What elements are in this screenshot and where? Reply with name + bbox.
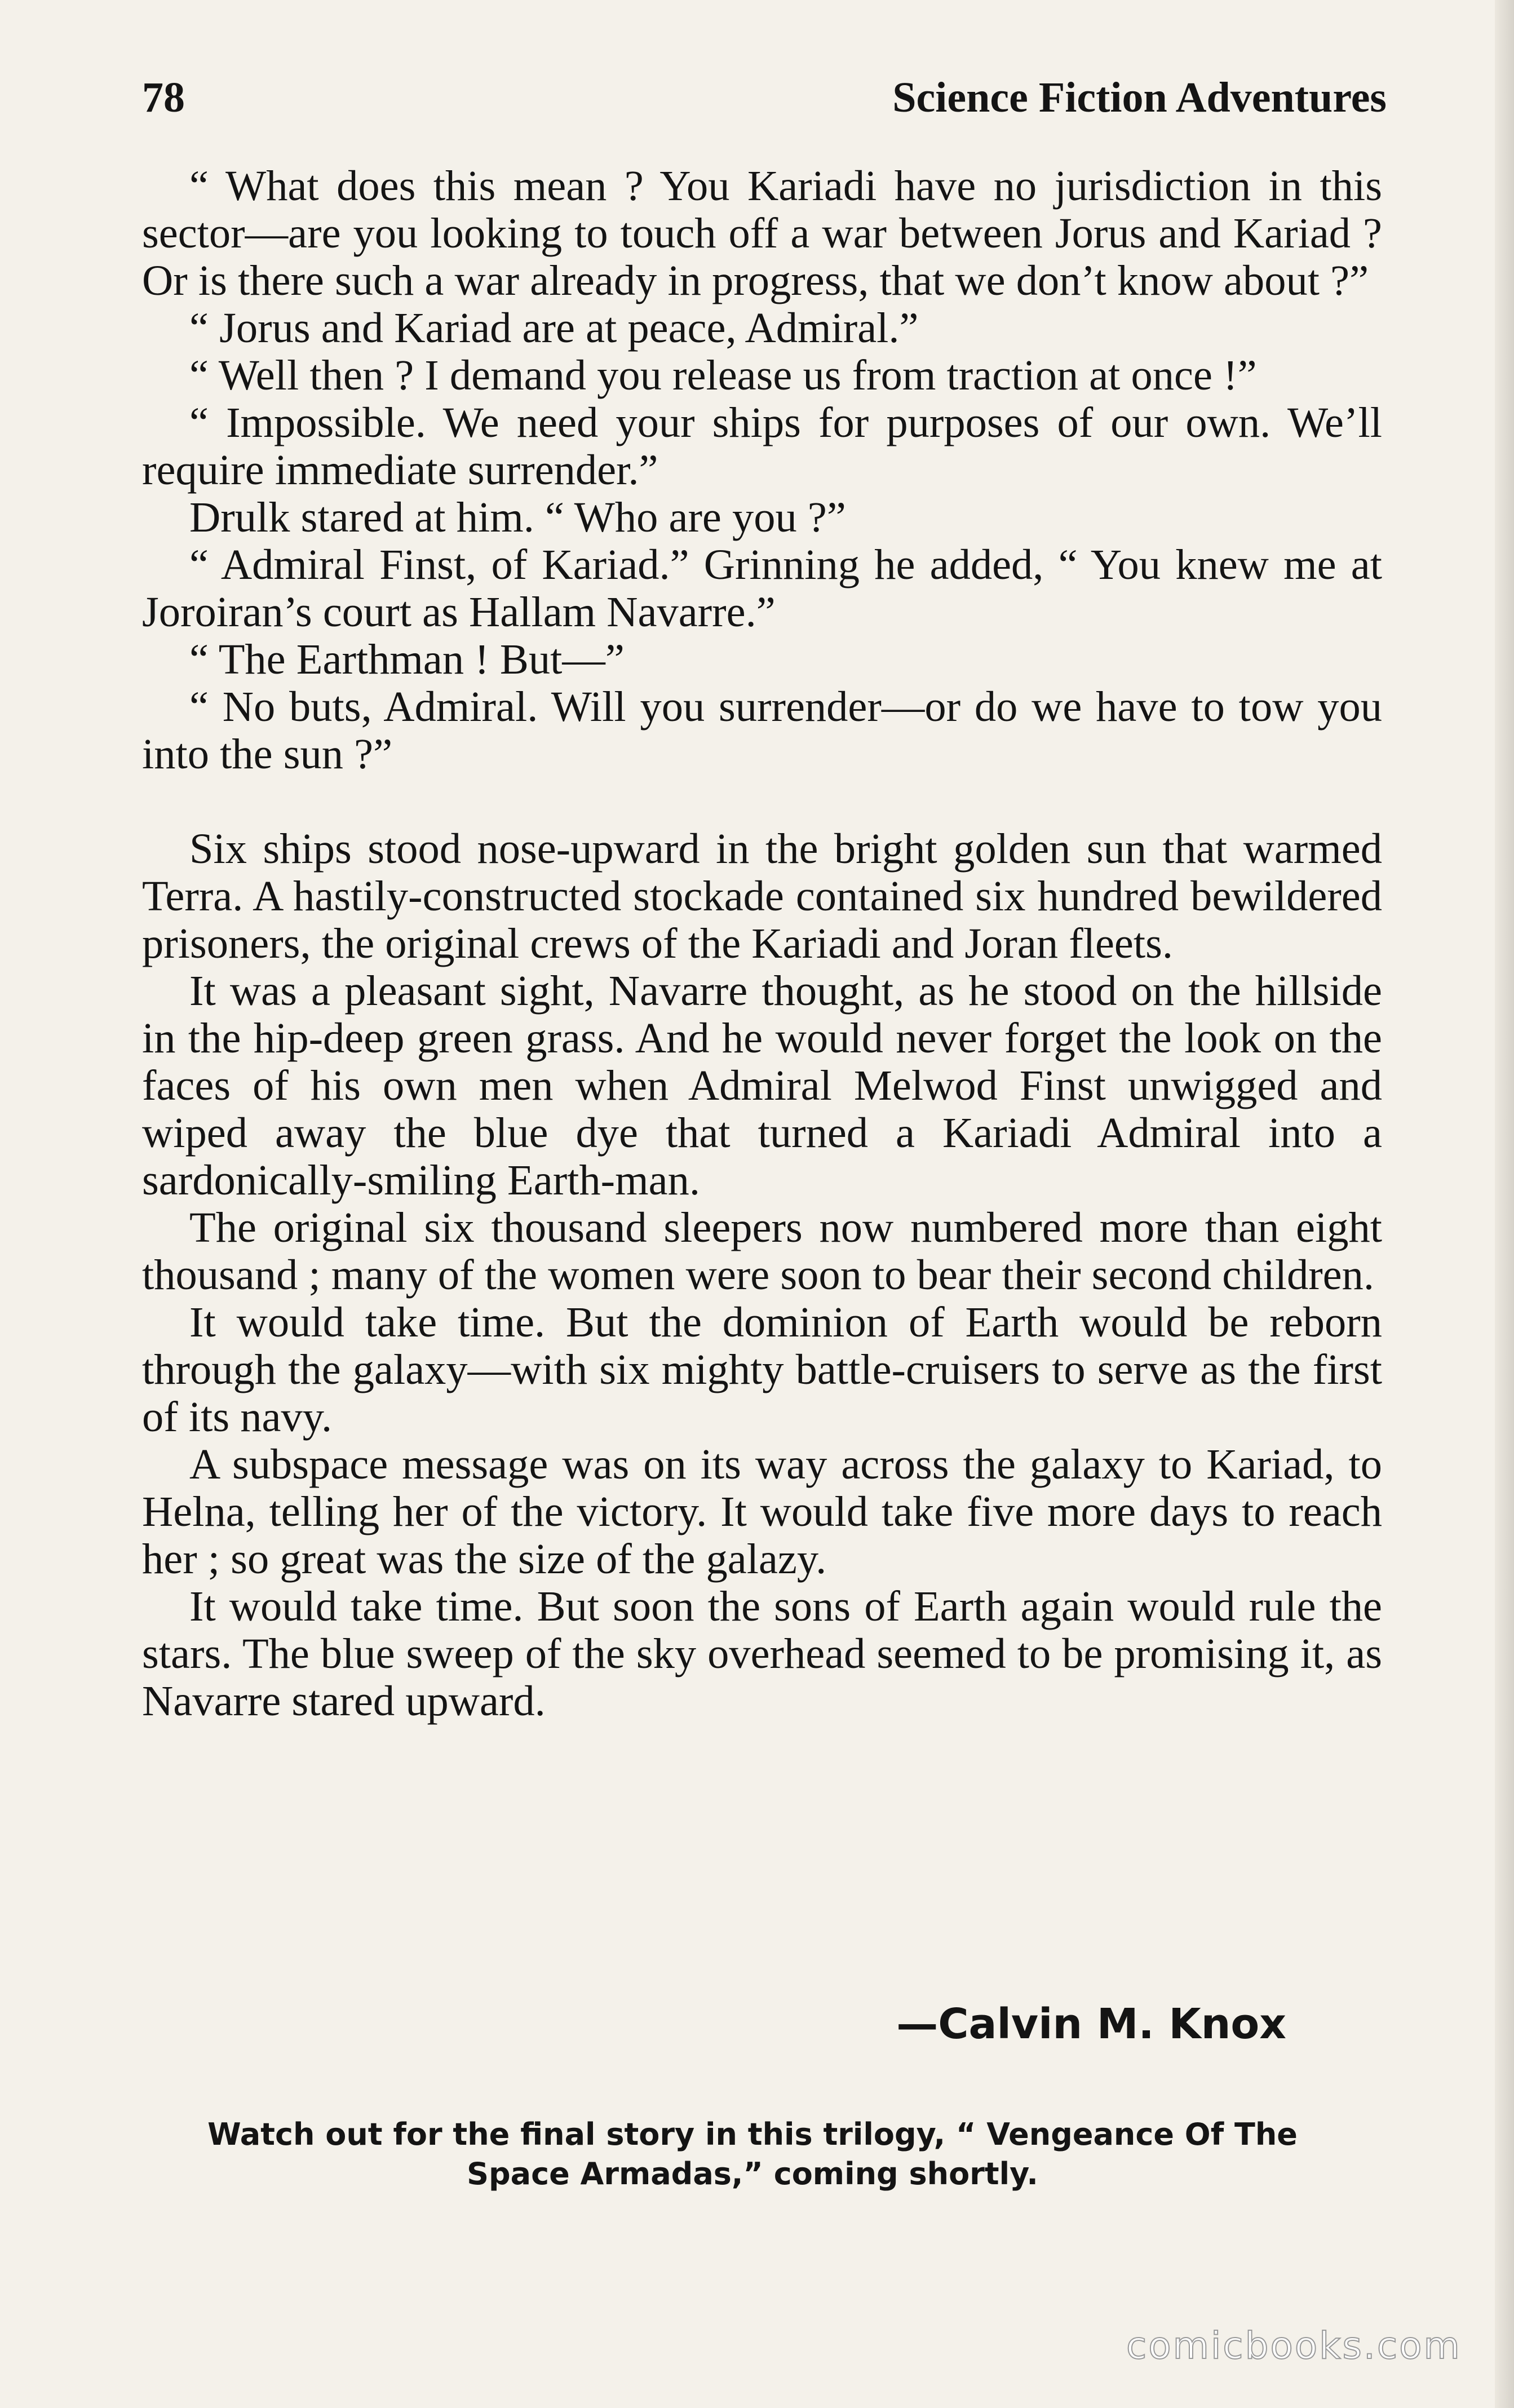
paragraph: It was a pleasant sight, Navarre thought, as he stood on the hillside in the hip-deep green grass. And he would never forget the look on the faces of his own men when Admiral Melwod Finst unwigged and wiped away the blue dye that turned a Kariadi Admiral into a sardonically-smiling Earth-man. bbox=[142, 967, 1382, 1204]
paragraph: Six ships stood nose-upward in the bright golden sun that warmed Terra. A hastily-constructed stockade contained six hundred bewildered prisoners, the original crews of the Kariadi and Joran fleets. bbox=[142, 825, 1382, 967]
paragraph: “ Admiral Finst, of Kariad.” Grinning he added, “ You knew me at Joroiran’s court as Hallam Navarre.” bbox=[142, 541, 1382, 636]
footer-note-line: Watch out for the final story in this trilogy, “ Vengeance Of The bbox=[207, 2117, 1298, 2152]
page-header bbox=[142, 72, 1387, 123]
paragraph: “ Impossible. We need your ships for purposes of our own. We’ll require immediate surrender.” bbox=[142, 399, 1382, 494]
paragraph: The original six thousand sleepers now numbered more than eight thousand ; many of the women were soon to bear their second children. bbox=[142, 1203, 1382, 1299]
paragraph: “ No buts, Admiral. Will you surrender—or do we have to tow you into the sun ?” bbox=[142, 683, 1382, 778]
paragraph: It would take time. But the dominion of Earth would be reborn through the galaxy—with six mighty battle-cruisers to serve as the first of its navy. bbox=[142, 1298, 1382, 1441]
footer-note bbox=[180, 2115, 1325, 2194]
paragraph: “ What does this mean ? You Kariadi have no jurisdiction in this sector—are you looking to touch off a war between Jorus and Kariad ? Or is there such a war already in progress, that we don’t know about ?” bbox=[142, 162, 1382, 304]
watermark: comicbooks.com bbox=[1126, 2324, 1462, 2367]
footer-note-line: Space Armadas,” coming shortly. bbox=[467, 2156, 1038, 2192]
page-edge-shadow bbox=[1495, 0, 1514, 2408]
story-body bbox=[142, 162, 1382, 1725]
paragraph: Drulk stared at him. “ Who are you ?” bbox=[189, 493, 846, 541]
paragraph: “ The Earthman ! But—” bbox=[189, 635, 625, 683]
paragraph: A subspace message was on its way across the galaxy to Kariad, to Helna, telling her of the victory. It would take five more days to reach her ; so great was the size of the galazy. bbox=[142, 1440, 1382, 1583]
magazine-title: Science Fiction Adventures bbox=[892, 74, 1387, 121]
paragraph: It would take time. But soon the sons of Earth again would rule the stars. The blue sweep of the sky overhead seemed to be promising it, as Navarre stared upward. bbox=[142, 1582, 1382, 1725]
paragraph: “ Well then ? I demand you release us from traction at once !” bbox=[189, 351, 1257, 399]
page-number: 78 bbox=[142, 74, 185, 121]
author-signature: —Calvin M. Knox bbox=[896, 2000, 1286, 2048]
paragraph: “ Jorus and Kariad are at peace, Admiral.” bbox=[189, 304, 919, 352]
